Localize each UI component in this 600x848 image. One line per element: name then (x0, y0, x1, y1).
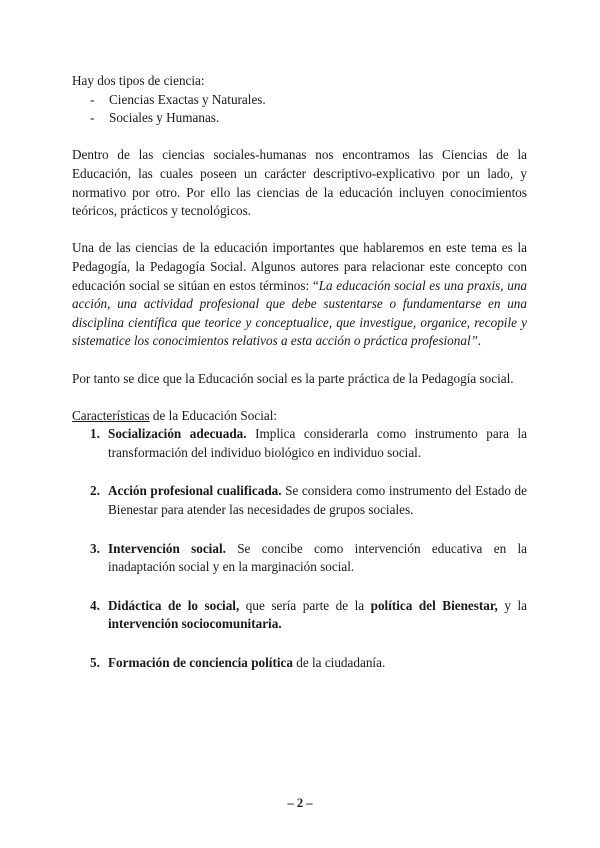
paragraph-conclusion: Por tanto se dice que la Educación social es la parte práctica de la Pedagogía social. (72, 370, 514, 386)
intro-line: Hay dos tipos de ciencia: (72, 73, 205, 88)
item-number: 4. (90, 597, 100, 613)
paragraph-education-sciences: Dentro de las ciencias sociales-humanas nos encontramos las Ciencias de la Educación, las cuales poseen un carácter descriptivo-explicativo por un lado, y normativo por otro. Por ello las ciencias de la educación incluyen conocimientos teóricos, prácticos y tecnológicos. (72, 147, 527, 219)
list-item (72, 482, 527, 519)
item-text: y la (497, 597, 527, 613)
item-number: 1. (90, 426, 100, 442)
paragraph-social-pedagogy (72, 239, 527, 351)
paragraph-text: Una de las ciencias de la educación importantes que hablaremos en este tema es la Pedagogía, la Pedagogía Social. Algunos autores para relacionar este concepto con educación social se sitúan en estos términos: “ (72, 240, 527, 293)
item-text: Implica considerarla como instrumento para la transformación del individuo biológico en individuo social. (108, 426, 527, 460)
item-bold: política del Bienestar, (370, 597, 498, 613)
list-item: - Ciencias Exactas y Naturales. (72, 91, 527, 110)
list-item (72, 654, 527, 673)
item-text: Se concibe como intervención educativa en la inadaptación social y en la marginación social. (108, 540, 527, 575)
item-bold: Didáctica de lo social, (108, 597, 240, 613)
item-text: Se considera como instrumento del Estado de Bienestar para atender las necesidades de grupos sociales. (108, 483, 527, 518)
item-text: de la ciudadanía. (292, 655, 386, 671)
list-item: - Sociales y Humanas. (72, 109, 527, 128)
page-number: – 2 – (287, 796, 313, 810)
features-heading (72, 407, 527, 426)
list-item (72, 540, 527, 577)
item-number: 3. (90, 540, 100, 556)
item-bold: Formación de conciencia política (108, 655, 293, 671)
features-list (72, 425, 527, 672)
list-item (72, 597, 527, 634)
document-page (72, 72, 527, 673)
item-bold: Acción profesional cualificada. (108, 483, 282, 499)
item-bold: Intervención social. (108, 540, 226, 556)
item-number: 2. (90, 483, 100, 499)
features-heading-rest: de la Educación Social: (149, 407, 278, 423)
item-text: que sería parte de la (239, 597, 371, 613)
quote-text: La educación social es una praxis, una acción, una actividad profesional que debe sustentarse o fundamentarse en una disciplina científica que teorice y conceptualice, que investigue, organice, recopile y sistematice los conocimientos relativos a esta acción o práctica profesional”. (72, 277, 528, 349)
features-heading-underlined: Características (72, 407, 150, 423)
science-types-list (72, 91, 527, 128)
list-item (72, 425, 527, 462)
item-bold: Socialización adecuada. (108, 426, 247, 442)
item-number: 5. (90, 655, 100, 671)
item-bold: intervención sociocomunitaria. (108, 616, 282, 632)
